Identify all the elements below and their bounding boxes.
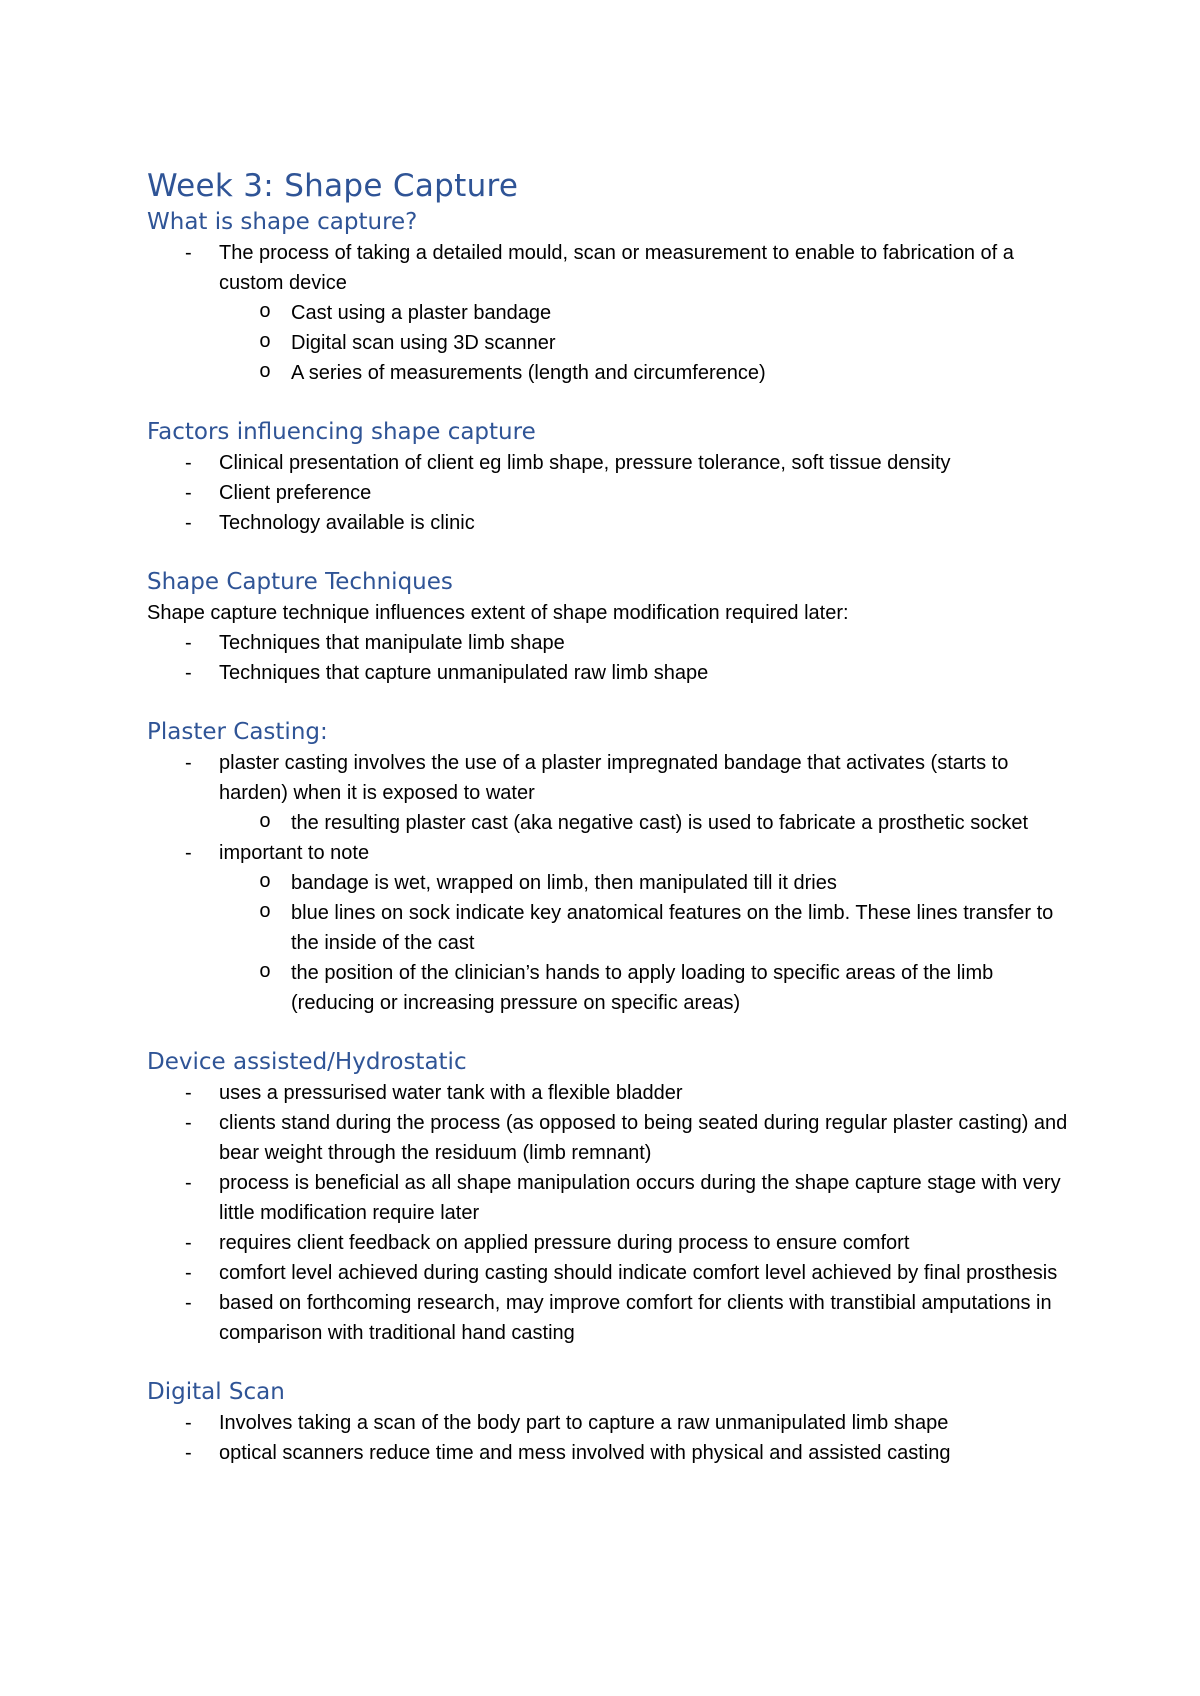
circle-bullet: o (259, 871, 272, 894)
sub-item-text: Digital scan using 3D scanner (291, 332, 556, 354)
list-item-text: uses a pressurised water tank with a flexible bladder (219, 1082, 683, 1104)
circle-bullet: o (259, 811, 272, 834)
dash-bullet: - (185, 1112, 192, 1134)
list-item (147, 1108, 1077, 1168)
digital-list (147, 1408, 1077, 1468)
dash-bullet: - (185, 1262, 192, 1284)
list-item (147, 1228, 1077, 1258)
sub-list-item (219, 358, 1077, 388)
list-item (147, 238, 1077, 388)
list-item (147, 508, 1077, 538)
dash-bullet: - (185, 842, 192, 864)
circle-bullet: o (259, 961, 272, 984)
sub-list (219, 298, 1077, 388)
circle-bullet: o (259, 361, 272, 384)
list-item-text: plaster casting involves the use of a plaster impregnated bandage that activates (starts to harden) when it is exposed to water (219, 752, 1009, 804)
sub-item-text: bandage is wet, wrapped on limb, then manipulated till it dries (291, 872, 837, 894)
list-item-text: Techniques that manipulate limb shape (219, 632, 565, 654)
list-item (147, 1438, 1077, 1468)
list-item (147, 448, 1077, 478)
list-item-text: The process of taking a detailed mould, scan or measurement to enable to fabrication of a custom device (219, 242, 1014, 294)
dash-bullet: - (185, 1082, 192, 1104)
sub-item-text: the resulting plaster cast (aka negative cast) is used to fabricate a prosthetic socket (291, 812, 1029, 834)
list-item (147, 838, 1077, 1018)
heading-device-assisted: Device assisted/Hydrostatic (147, 1049, 467, 1075)
dash-bullet: - (185, 1232, 192, 1254)
sub-list (219, 808, 1077, 838)
heading-factors: Factors influencing shape capture (147, 419, 536, 445)
dash-bullet: - (185, 1292, 192, 1314)
dash-bullet: - (185, 452, 192, 474)
plaster-list (147, 748, 1077, 1018)
dash-bullet: - (185, 1442, 192, 1464)
dash-bullet: - (185, 752, 192, 774)
list-item (147, 628, 1077, 658)
sub-list-item (219, 868, 1077, 898)
list-item-text: important to note (219, 842, 370, 864)
list-item (147, 1078, 1077, 1108)
sub-list (219, 868, 1077, 1018)
sub-item-text: Cast using a plaster bandage (291, 302, 552, 324)
list-item (147, 1408, 1077, 1438)
dash-bullet: - (185, 512, 192, 534)
techniques-intro: Shape capture technique influences extent of shape modification required later: (147, 602, 849, 624)
sub-list-item (219, 958, 1077, 1018)
dash-bullet: - (185, 662, 192, 684)
list-item-text: optical scanners reduce time and mess involved with physical and assisted casting (219, 1442, 951, 1464)
dash-bullet: - (185, 1412, 192, 1434)
what-list (147, 238, 1077, 388)
techniques-list (147, 628, 1077, 688)
list-item (147, 1168, 1077, 1228)
circle-bullet: o (259, 301, 272, 324)
list-item (147, 478, 1077, 508)
document-title: Week 3: Shape Capture (147, 168, 519, 204)
circle-bullet: o (259, 901, 272, 924)
list-item-text: process is beneficial as all shape manipulation occurs during the shape capture stage with very little modification require later (219, 1172, 1061, 1224)
list-item-text: Technology available is clinic (219, 512, 475, 534)
document-page (147, 166, 1077, 1468)
sub-list-item (219, 298, 1077, 328)
list-item-text: based on forthcoming research, may improve comfort for clients with transtibial amputations in comparison with traditional hand casting (219, 1292, 1052, 1344)
list-item-text: clients stand during the process (as opposed to being seated during regular plaster casting) and bear weight through the residuum (limb remnant) (219, 1112, 1068, 1164)
heading-techniques: Shape Capture Techniques (147, 569, 453, 595)
sub-item-text: A series of measurements (length and circumference) (291, 362, 766, 384)
list-item (147, 748, 1077, 838)
factors-list (147, 448, 1077, 538)
sub-list-item (219, 808, 1077, 838)
sub-list-item (219, 898, 1077, 958)
dash-bullet: - (185, 482, 192, 504)
list-item (147, 1288, 1077, 1348)
list-item (147, 658, 1077, 688)
list-item-text: Techniques that capture unmanipulated raw limb shape (219, 662, 709, 684)
list-item-text: Clinical presentation of client eg limb shape, pressure tolerance, soft tissue density (219, 452, 951, 474)
heading-plaster-casting: Plaster Casting: (147, 719, 328, 745)
list-item-text: comfort level achieved during casting should indicate comfort level achieved by final prosthesis (219, 1262, 1058, 1284)
list-item-text: Involves taking a scan of the body part to capture a raw unmanipulated limb shape (219, 1412, 949, 1434)
dash-bullet: - (185, 242, 192, 264)
sub-item-text: blue lines on sock indicate key anatomical features on the limb. These lines transfer to the inside of the cast (291, 902, 1054, 954)
list-item (147, 1258, 1077, 1288)
dash-bullet: - (185, 632, 192, 654)
list-item-text: Client preference (219, 482, 372, 504)
sub-item-text: the position of the clinician’s hands to apply loading to specific areas of the limb (reducing or increasing pressure on specific areas) (291, 962, 994, 1014)
sub-list-item (219, 328, 1077, 358)
dash-bullet: - (185, 1172, 192, 1194)
device-list (147, 1078, 1077, 1348)
circle-bullet: o (259, 331, 272, 354)
heading-digital-scan: Digital Scan (147, 1379, 285, 1405)
list-item-text: requires client feedback on applied pressure during process to ensure comfort (219, 1232, 910, 1254)
heading-what-is-shape-capture: What is shape capture? (147, 209, 418, 235)
